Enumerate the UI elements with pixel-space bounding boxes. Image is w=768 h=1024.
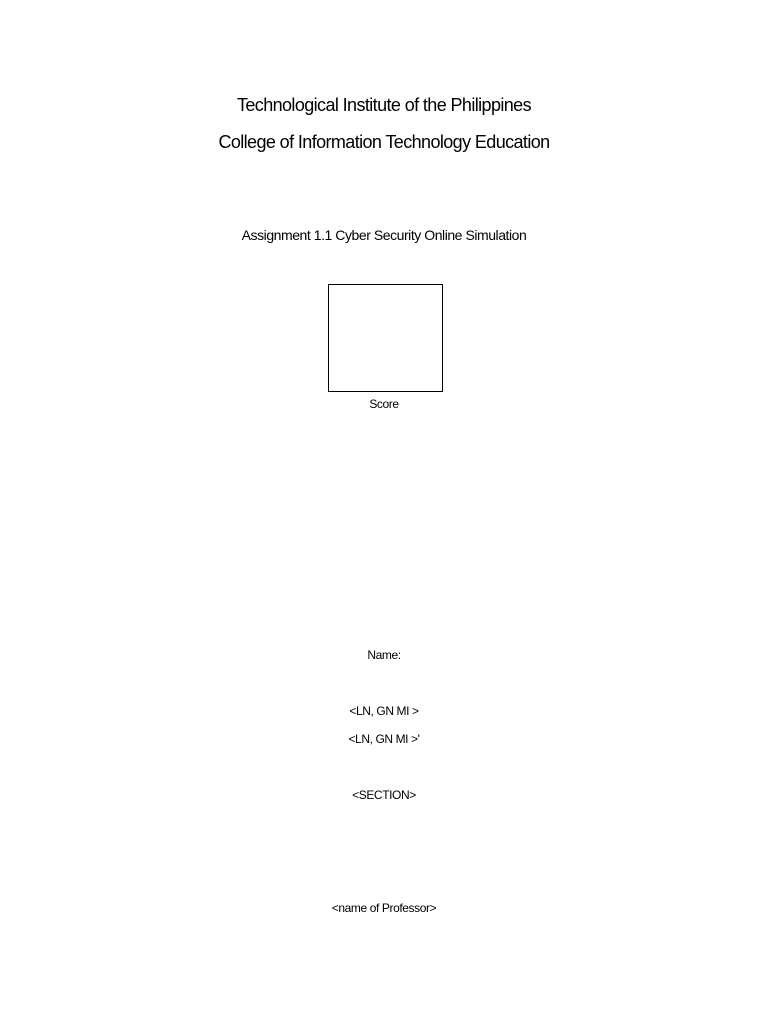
name-label: Name: [367,648,401,662]
assignment-title: Assignment 1.1 Cyber Security Online Simulation [241,227,527,243]
student-name-2: <LN, GN MI >' [348,732,420,746]
college-title: College of Information Technology Education [218,132,550,152]
score-label: Score [369,397,399,411]
professor-name: <name of Professor> [331,901,437,915]
institution-title: Technological Institute of the Philippines [236,95,531,115]
student-name-1: <LN, GN MI > [349,704,419,718]
section-placeholder: <SECTION> [352,788,416,802]
score-box [328,284,443,392]
